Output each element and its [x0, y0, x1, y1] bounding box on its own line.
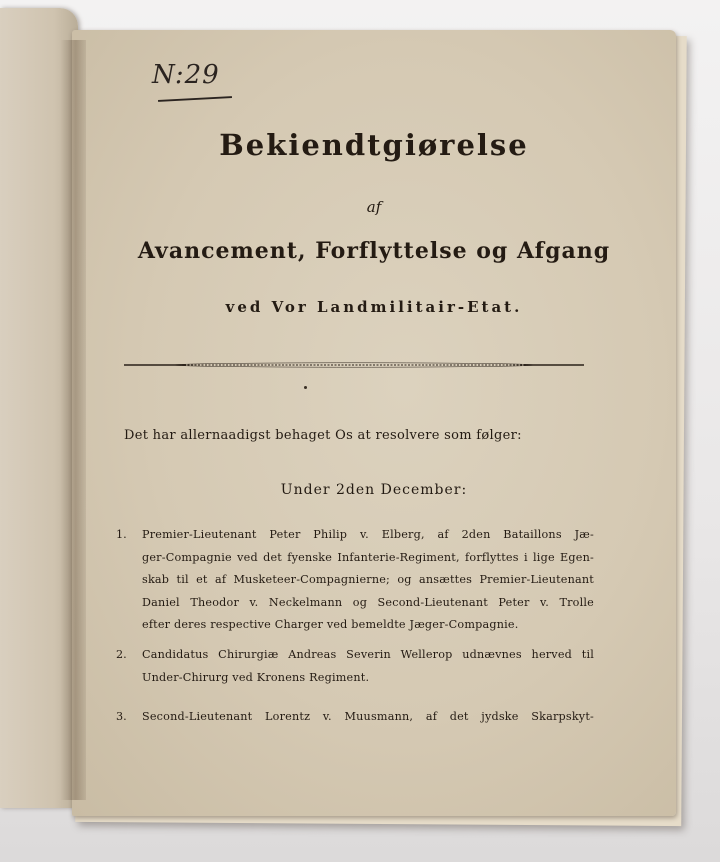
- entry-number: 1.: [116, 528, 127, 541]
- entry-line: Premier-Lieutenant Peter Philip v. Elberg, af 2den Bataillons Jæ-: [142, 528, 594, 541]
- entry-text: [142, 524, 594, 637]
- handwritten-underline: [158, 96, 232, 102]
- entry-line: Under-Chirurg ved Kronens Regiment.: [142, 670, 370, 684]
- book-page: [72, 30, 676, 816]
- ornamental-rule: [124, 362, 584, 368]
- entry-text: [142, 706, 594, 729]
- spine-shadow: [60, 40, 86, 800]
- print-dot: [304, 386, 307, 389]
- intro-text: Det har allernaadigst behaget Os at resolvere som følger:: [124, 428, 522, 443]
- page-subtitle-secondary: ved Vor Landmilitair-Etat.: [225, 298, 523, 316]
- entry-line: Second-Lieutenant Lorentz v. Muusmann, af det jydske Skarpskyt-: [142, 710, 594, 723]
- entry-line: skab til et af Musketeer-Compagnierne; og ansættes Premier-Lieutenant: [142, 573, 594, 586]
- page-title: Bekiendtgiørelse: [219, 128, 529, 162]
- handwritten-number: N:29: [152, 60, 220, 90]
- title-connector: af: [366, 198, 382, 216]
- page-subtitle: Avancement, Forflyttelse og Afgang: [137, 238, 611, 264]
- entry-number: 3.: [116, 710, 127, 723]
- entry-line: Candidatus Chirurgiæ Andreas Severin Wellerop udnævnes herved til: [142, 648, 594, 661]
- entry-number: 2.: [116, 648, 127, 661]
- entry-line: ger-Compagnie ved det fyenske Infanterie-Regiment, forflyttes i lige Egen-: [142, 550, 594, 564]
- date-heading: Under 2den December:: [280, 482, 468, 498]
- entry-line: efter deres respective Charger ved bemeldte Jæger-Compagnie.: [142, 618, 519, 631]
- entry-line: Daniel Theodor v. Neckelmann og Second-Lieutenant Peter v. Trolle: [142, 595, 594, 609]
- entry-text: [142, 644, 594, 689]
